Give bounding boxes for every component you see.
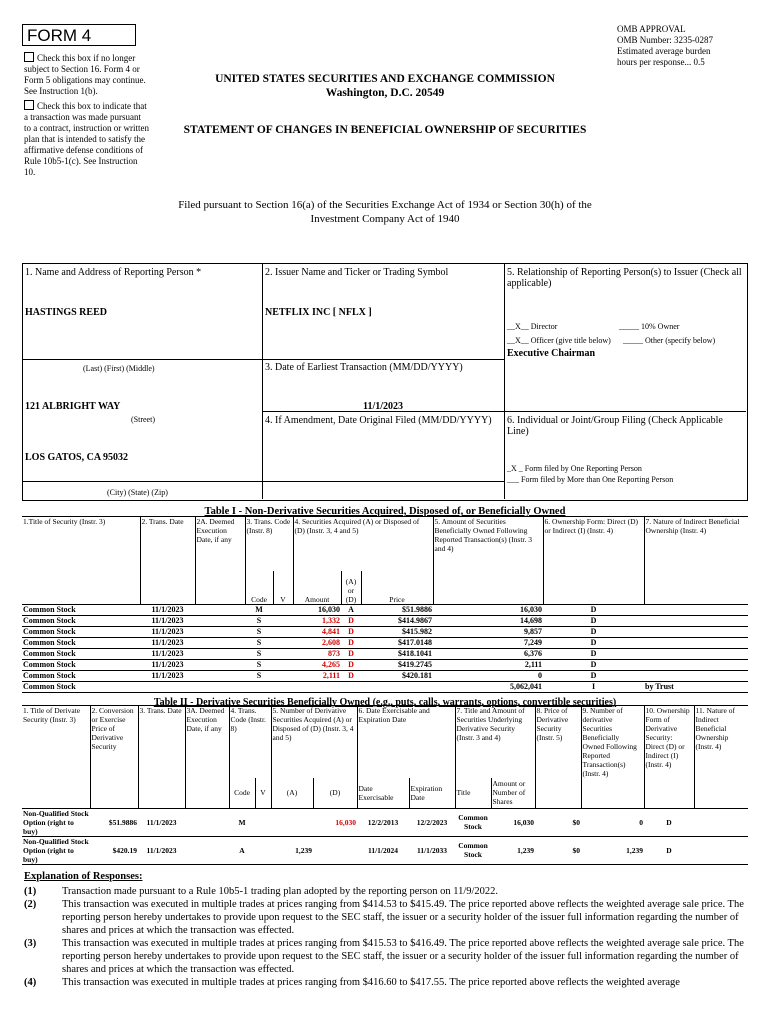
street-address: 121 ALBRIGHT WAY bbox=[25, 401, 121, 412]
t1-owned: 2,111 bbox=[433, 660, 543, 671]
t1-title: Common Stock bbox=[22, 649, 140, 660]
t1-code bbox=[245, 682, 273, 693]
earliest-transaction-date: 11/1/2023 bbox=[363, 401, 404, 412]
t1-amount bbox=[293, 682, 341, 693]
t2-h2: 2. Conversion or Exercise Price of Derivative Security bbox=[90, 706, 138, 779]
explanation-text: This transaction was executed in multiple trades at prices ranging from $416.60 to $417.55. The price reported above reflects the weighted average bbox=[62, 977, 680, 988]
t1-trans-date: 11/1/2023 bbox=[140, 638, 195, 649]
omb-line: OMB Number: 3235-0287 bbox=[617, 35, 713, 45]
t1-v bbox=[273, 682, 293, 693]
explanation-number: (1) bbox=[24, 886, 37, 897]
t2-underlying-amount: 1,239 bbox=[491, 836, 535, 864]
explanation-item bbox=[24, 898, 744, 937]
rel-officer: __X__ Officer (give title below) bbox=[507, 336, 611, 345]
t1-price: $418.1041 bbox=[361, 649, 433, 660]
table1-row bbox=[22, 638, 748, 649]
t1-ownership-form: D bbox=[543, 671, 644, 682]
box2-label: 2. Issuer Name and Ticker or Trading Symbol bbox=[265, 267, 449, 278]
t1-price: $417.0148 bbox=[361, 638, 433, 649]
table2-subheader-row bbox=[22, 778, 748, 808]
t1-h1: 1.Title of Security (Instr. 3) bbox=[22, 517, 140, 571]
t1-nature bbox=[644, 638, 748, 649]
table1-row bbox=[22, 627, 748, 638]
rel-10pct: _____ 10% Owner bbox=[619, 322, 680, 331]
t1-v bbox=[273, 638, 293, 649]
t1-ownership-form: D bbox=[543, 649, 644, 660]
t1-deemed-date bbox=[195, 627, 245, 638]
explanation-item bbox=[24, 937, 744, 976]
checkbox-no-longer-subject[interactable] bbox=[24, 52, 150, 97]
t1-v bbox=[273, 671, 293, 682]
t2-nature bbox=[694, 836, 748, 864]
table2-title: Table II - Derivative Securities Beneficially Owned (e.g., puts, calls, warrants, options, convertible securities) bbox=[153, 697, 617, 708]
t1-aord bbox=[341, 682, 361, 693]
table2 bbox=[22, 705, 748, 865]
checkbox-icon[interactable] bbox=[24, 52, 34, 62]
table1-row bbox=[22, 616, 748, 627]
t1-nature bbox=[644, 660, 748, 671]
t1-title: Common Stock bbox=[22, 605, 140, 616]
t2-ownership-form: D bbox=[644, 808, 694, 836]
t2-sub-code: Code bbox=[229, 778, 255, 808]
t1-title: Common Stock bbox=[22, 638, 140, 649]
t2-v bbox=[255, 808, 271, 836]
reporting-info-grid bbox=[22, 263, 748, 501]
t1-nature bbox=[644, 616, 748, 627]
t1-deemed-date bbox=[195, 638, 245, 649]
agency-name: UNITED STATES SECURITIES AND EXCHANGE COMMISSION bbox=[215, 73, 555, 85]
t1-amount: 4,841 bbox=[293, 627, 341, 638]
t1-h2a: 2A. Deemed Execution Date, if any bbox=[195, 517, 245, 571]
t2-date-exercisable: 11/1/2024 bbox=[357, 836, 409, 864]
explanation-text: This transaction was executed in multiple trades at prices ranging from $414.53 to $415.49. The price reported above reflects the weighted average sale price. The reporting person hereby undertakes to provide upon request to the SEC staff, the issuer or a security holder of the issuer full information regarding the number of shares and prices at which the transaction was effected. bbox=[62, 899, 744, 936]
t1-amount: 873 bbox=[293, 649, 341, 660]
t1-owned: 5,062,041 bbox=[433, 682, 543, 693]
checkbox-label: Check this box if no longer subject to Section 16. Form 4 or Form 5 obligations may continue. See Instruction 1(b). bbox=[24, 53, 146, 96]
table1-header-row bbox=[22, 517, 748, 571]
filed-line: Filed pursuant to Section 16(a) of the Securities Exchange Act of 1934 or Section 30(h) of the bbox=[178, 199, 592, 211]
t1-aord: D bbox=[341, 671, 361, 682]
t1-code: S bbox=[245, 616, 273, 627]
t2-sub-exer: Date Exercisable bbox=[357, 778, 409, 808]
t2-sub-amt: Amount or Number of Shares bbox=[491, 778, 535, 808]
t2-h7: 7. Title and Amount of Securities Underlying Derivative Security (Instr. 3 and 4) bbox=[455, 706, 535, 779]
agency-heading bbox=[160, 72, 610, 100]
t1-trans-date: 11/1/2023 bbox=[140, 605, 195, 616]
t1-deemed-date bbox=[195, 616, 245, 627]
t1-aord: D bbox=[341, 616, 361, 627]
table1-row bbox=[22, 649, 748, 660]
t1-h5: 5. Amount of Securities Beneficially Owned Following Reported Transaction(s) (Instr. 3 and 4) bbox=[433, 517, 543, 571]
checkbox-icon[interactable] bbox=[24, 100, 34, 110]
t2-expiration-date: 12/2/2023 bbox=[409, 808, 455, 836]
t2-price: $0 bbox=[535, 836, 581, 864]
checkbox-10b5-1-plan[interactable] bbox=[24, 100, 150, 178]
t1-trans-date: 11/1/2023 bbox=[140, 627, 195, 638]
table1-row bbox=[22, 660, 748, 671]
t1-deemed-date bbox=[195, 605, 245, 616]
t2-owned: 0 bbox=[581, 808, 644, 836]
t1-code: S bbox=[245, 627, 273, 638]
t1-code: M bbox=[245, 605, 273, 616]
t1-nature: by Trust bbox=[644, 682, 748, 693]
box1-label: 1. Name and Address of Reporting Person * bbox=[25, 267, 202, 278]
t2-sub-d: (D) bbox=[313, 778, 357, 808]
t1-deemed-date bbox=[195, 660, 245, 671]
omb-approval bbox=[617, 24, 713, 68]
t2-disposed bbox=[313, 836, 357, 864]
table1-title: Table I - Non-Derivative Securities Acquired, Disposed of, or Beneficially Owned bbox=[204, 506, 566, 517]
t2-owned: 1,239 bbox=[581, 836, 644, 864]
t1-sub-v: V bbox=[273, 571, 293, 605]
t2-conversion-price: $420.19 bbox=[90, 836, 138, 864]
t1-nature bbox=[644, 671, 748, 682]
t1-title: Common Stock bbox=[22, 682, 140, 693]
t2-acquired bbox=[271, 808, 313, 836]
t2-underlying-amount: 16,030 bbox=[491, 808, 535, 836]
filed-line: Investment Company Act of 1940 bbox=[310, 213, 460, 225]
issuer-name: NETFLIX INC [ NFLX ] bbox=[265, 307, 372, 318]
t2-underlying-title: Common Stock bbox=[455, 808, 491, 836]
reporting-person-name: HASTINGS REED bbox=[25, 307, 107, 318]
t1-amount: 2,111 bbox=[293, 671, 341, 682]
box6-label: 6. Individual or Joint/Group Filing (Check Applicable Line) bbox=[507, 415, 723, 437]
t2-h3a: 3A. Deemed Execution Date, if any bbox=[185, 706, 229, 779]
t1-v bbox=[273, 649, 293, 660]
explanation-number: (3) bbox=[24, 938, 37, 949]
form-title: FORM 4 bbox=[22, 24, 136, 46]
explanation-number: (4) bbox=[24, 977, 37, 988]
t2-date-exercisable: 12/2/2013 bbox=[357, 808, 409, 836]
filed-pursuant bbox=[140, 198, 630, 226]
t2-acquired: 1,239 bbox=[271, 836, 313, 864]
t1-v bbox=[273, 660, 293, 671]
officer-title: Executive Chairman bbox=[507, 348, 596, 359]
t2-h3: 3. Trans. Date bbox=[138, 706, 185, 779]
t1-price: $51.9886 bbox=[361, 605, 433, 616]
t1-deemed-date bbox=[195, 671, 245, 682]
box3-label: 3. Date of Earliest Transaction (MM/DD/YYYY) bbox=[265, 362, 463, 373]
t2-sub-v: V bbox=[255, 778, 271, 808]
t1-price: $419.2745 bbox=[361, 660, 433, 671]
explanation-text: Transaction made pursuant to a Rule 10b5-1 trading plan adopted by the reporting person on 11/9/2022. bbox=[62, 886, 499, 897]
t1-title: Common Stock bbox=[22, 627, 140, 638]
table1-row bbox=[22, 671, 748, 682]
table2-header-row bbox=[22, 706, 748, 779]
explanation-number: (2) bbox=[24, 899, 37, 910]
t2-trans-date: 11/1/2023 bbox=[138, 808, 185, 836]
t2-ownership-form: D bbox=[644, 836, 694, 864]
t1-v bbox=[273, 616, 293, 627]
t1-h7: 7. Nature of Indirect Beneficial Ownership (Instr. 4) bbox=[644, 517, 748, 571]
t2-h8: 8. Price of Derivative Security (Instr. 5) bbox=[535, 706, 581, 779]
t1-amount: 4,265 bbox=[293, 660, 341, 671]
t1-v bbox=[273, 627, 293, 638]
t1-aord: D bbox=[341, 627, 361, 638]
t1-title: Common Stock bbox=[22, 671, 140, 682]
city-label: (City) (State) (Zip) bbox=[107, 488, 168, 497]
t2-sub-exp: Expiration Date bbox=[409, 778, 455, 808]
t2-conversion-price: $51.9886 bbox=[90, 808, 138, 836]
t2-price: $0 bbox=[535, 808, 581, 836]
t1-title: Common Stock bbox=[22, 660, 140, 671]
explanation-item bbox=[24, 976, 744, 989]
t1-ownership-form: D bbox=[543, 616, 644, 627]
t1-aord: D bbox=[341, 649, 361, 660]
t1-owned: 6,376 bbox=[433, 649, 543, 660]
t2-title: Non-Qualified Stock Option (right to buy) bbox=[23, 808, 89, 836]
t1-aord: D bbox=[341, 660, 361, 671]
t2-h11: 11. Nature of Indirect Beneficial Ownership (Instr. 4) bbox=[694, 706, 748, 779]
t2-nature bbox=[694, 808, 748, 836]
t1-code: S bbox=[245, 638, 273, 649]
t1-ownership-form: D bbox=[543, 660, 644, 671]
t1-aord: D bbox=[341, 638, 361, 649]
city-state-zip: LOS GATOS, CA 95032 bbox=[25, 452, 128, 463]
rel-other: _____ Other (specify below) bbox=[623, 336, 716, 345]
t1-owned: 14,698 bbox=[433, 616, 543, 627]
name-parts-label: (Last) (First) (Middle) bbox=[83, 364, 155, 373]
t1-deemed-date bbox=[195, 649, 245, 660]
table1-row bbox=[22, 605, 748, 616]
t2-disposed: 16,030 bbox=[313, 808, 357, 836]
omb-line: hours per response... 0.5 bbox=[617, 57, 705, 67]
t2-code: M bbox=[229, 808, 255, 836]
table1-subheader-row bbox=[22, 571, 748, 605]
t1-code: S bbox=[245, 660, 273, 671]
t1-trans-date: 11/1/2023 bbox=[140, 616, 195, 627]
t1-owned: 16,030 bbox=[433, 605, 543, 616]
t1-nature bbox=[644, 627, 748, 638]
t1-ownership-form: D bbox=[543, 605, 644, 616]
t1-price: $414.9867 bbox=[361, 616, 433, 627]
t2-h4: 4. Trans. Code (Instr. 8) bbox=[229, 706, 271, 779]
t1-trans-date: 11/1/2023 bbox=[140, 649, 195, 660]
t1-price: $415.982 bbox=[361, 627, 433, 638]
table1 bbox=[22, 516, 748, 693]
t2-h9: 9. Number of derivative Securities Beneficially Owned Following Reported Transaction(s) (Instr. 4) bbox=[581, 706, 644, 779]
t2-expiration-date: 11/1/2033 bbox=[409, 836, 455, 864]
t1-ownership-form: D bbox=[543, 627, 644, 638]
t2-h6: 6. Date Exercisable and Expiration Date bbox=[357, 706, 455, 779]
filing-one: _X _ Form filed by One Reporting Person bbox=[507, 464, 642, 473]
rel-director: __X__ Director bbox=[507, 322, 558, 331]
t1-owned: 7,249 bbox=[433, 638, 543, 649]
t1-aord: A bbox=[341, 605, 361, 616]
t1-v bbox=[273, 605, 293, 616]
t2-code: A bbox=[229, 836, 255, 864]
table1-row bbox=[22, 682, 748, 693]
checkbox-label: Check this box to indicate that a transaction was made pursuant to a contract, instruction or written plan that is intended to satisfy the affirmative defense conditions of Rule 10b5-1(c). See Instruction 10. bbox=[24, 101, 149, 177]
t2-sub-a: (A) bbox=[271, 778, 313, 808]
table2-row bbox=[22, 836, 748, 864]
t1-title: Common Stock bbox=[22, 616, 140, 627]
explanation-text: This transaction was executed in multiple trades at prices ranging from $415.53 to $416.49. The price reported above reflects the weighted average sale price. The reporting person hereby undertakes to provide upon request to the SEC staff, the issuer or a security holder of the issuer full information regarding the number of shares and prices at which the transaction was effected. bbox=[62, 938, 744, 975]
street-label: (Street) bbox=[131, 415, 155, 424]
t1-h4: 4. Securities Acquired (A) or Disposed of (D) (Instr. 3, 4 and 5) bbox=[293, 517, 433, 571]
filing-more: ___ Form filed by More than One Reporting Person bbox=[507, 475, 674, 484]
t1-code: S bbox=[245, 649, 273, 660]
t1-ownership-form: D bbox=[543, 638, 644, 649]
t1-nature bbox=[644, 605, 748, 616]
t1-trans-date: 11/1/2023 bbox=[140, 660, 195, 671]
t2-deemed-date bbox=[185, 808, 229, 836]
t1-h6: 6. Ownership Form: Direct (D) or Indirect (I) (Instr. 4) bbox=[543, 517, 644, 571]
t1-sub-aord: (A) or (D) bbox=[341, 571, 361, 605]
agency-address: Washington, D.C. 20549 bbox=[325, 87, 445, 99]
explanation-title: Explanation of Responses: bbox=[24, 871, 143, 882]
t2-deemed-date bbox=[185, 836, 229, 864]
t2-h5: 5. Number of Derivative Securities Acquired (A) or Disposed of (D) (Instr. 3, 4 and 5) bbox=[271, 706, 357, 779]
t1-code: S bbox=[245, 671, 273, 682]
omb-line: Estimated average burden bbox=[617, 46, 711, 56]
t1-trans-date: 11/1/2023 bbox=[140, 671, 195, 682]
t1-amount: 16,030 bbox=[293, 605, 341, 616]
omb-line: OMB APPROVAL bbox=[617, 24, 686, 34]
t1-price: $420.181 bbox=[361, 671, 433, 682]
box4-label: 4. If Amendment, Date Original Filed (MM/DD/YYYY) bbox=[265, 415, 492, 426]
t2-h1: 1. Title of Derivate Security (Instr. 3) bbox=[22, 706, 90, 779]
t1-sub-price: Price bbox=[361, 571, 433, 605]
table2-row bbox=[22, 808, 748, 836]
t1-amount: 2,608 bbox=[293, 638, 341, 649]
t2-v bbox=[255, 836, 271, 864]
t1-deemed-date bbox=[195, 682, 245, 693]
explanation-item bbox=[24, 885, 744, 898]
explanation-section bbox=[24, 870, 744, 989]
t1-sub-code: Code bbox=[245, 571, 273, 605]
t2-h10: 10. Ownership Form of Derivative Security: Direct (D) or Indirect (I) (Instr. 4) bbox=[644, 706, 694, 779]
t1-sub-amount: Amount bbox=[293, 571, 341, 605]
t1-h3: 3. Trans. Code (Instr. 8) bbox=[245, 517, 293, 571]
t1-nature bbox=[644, 649, 748, 660]
t1-trans-date bbox=[140, 682, 195, 693]
box5-label: 5. Relationship of Reporting Person(s) to Issuer (Check all applicable) bbox=[507, 267, 742, 289]
t2-title: Non-Qualified Stock Option (right to buy) bbox=[23, 836, 89, 864]
t2-sub-title: Title bbox=[455, 778, 491, 808]
t2-trans-date: 11/1/2023 bbox=[138, 836, 185, 864]
t1-amount: 1,332 bbox=[293, 616, 341, 627]
t1-ownership-form: I bbox=[543, 682, 644, 693]
t1-h2: 2. Trans. Date bbox=[140, 517, 195, 571]
t1-owned: 9,857 bbox=[433, 627, 543, 638]
t1-owned: 0 bbox=[433, 671, 543, 682]
statement-title: STATEMENT OF CHANGES IN BENEFICIAL OWNERSHIP OF SECURITIES bbox=[183, 124, 587, 136]
t2-underlying-title: Common Stock bbox=[455, 836, 491, 864]
t1-price bbox=[361, 682, 433, 693]
